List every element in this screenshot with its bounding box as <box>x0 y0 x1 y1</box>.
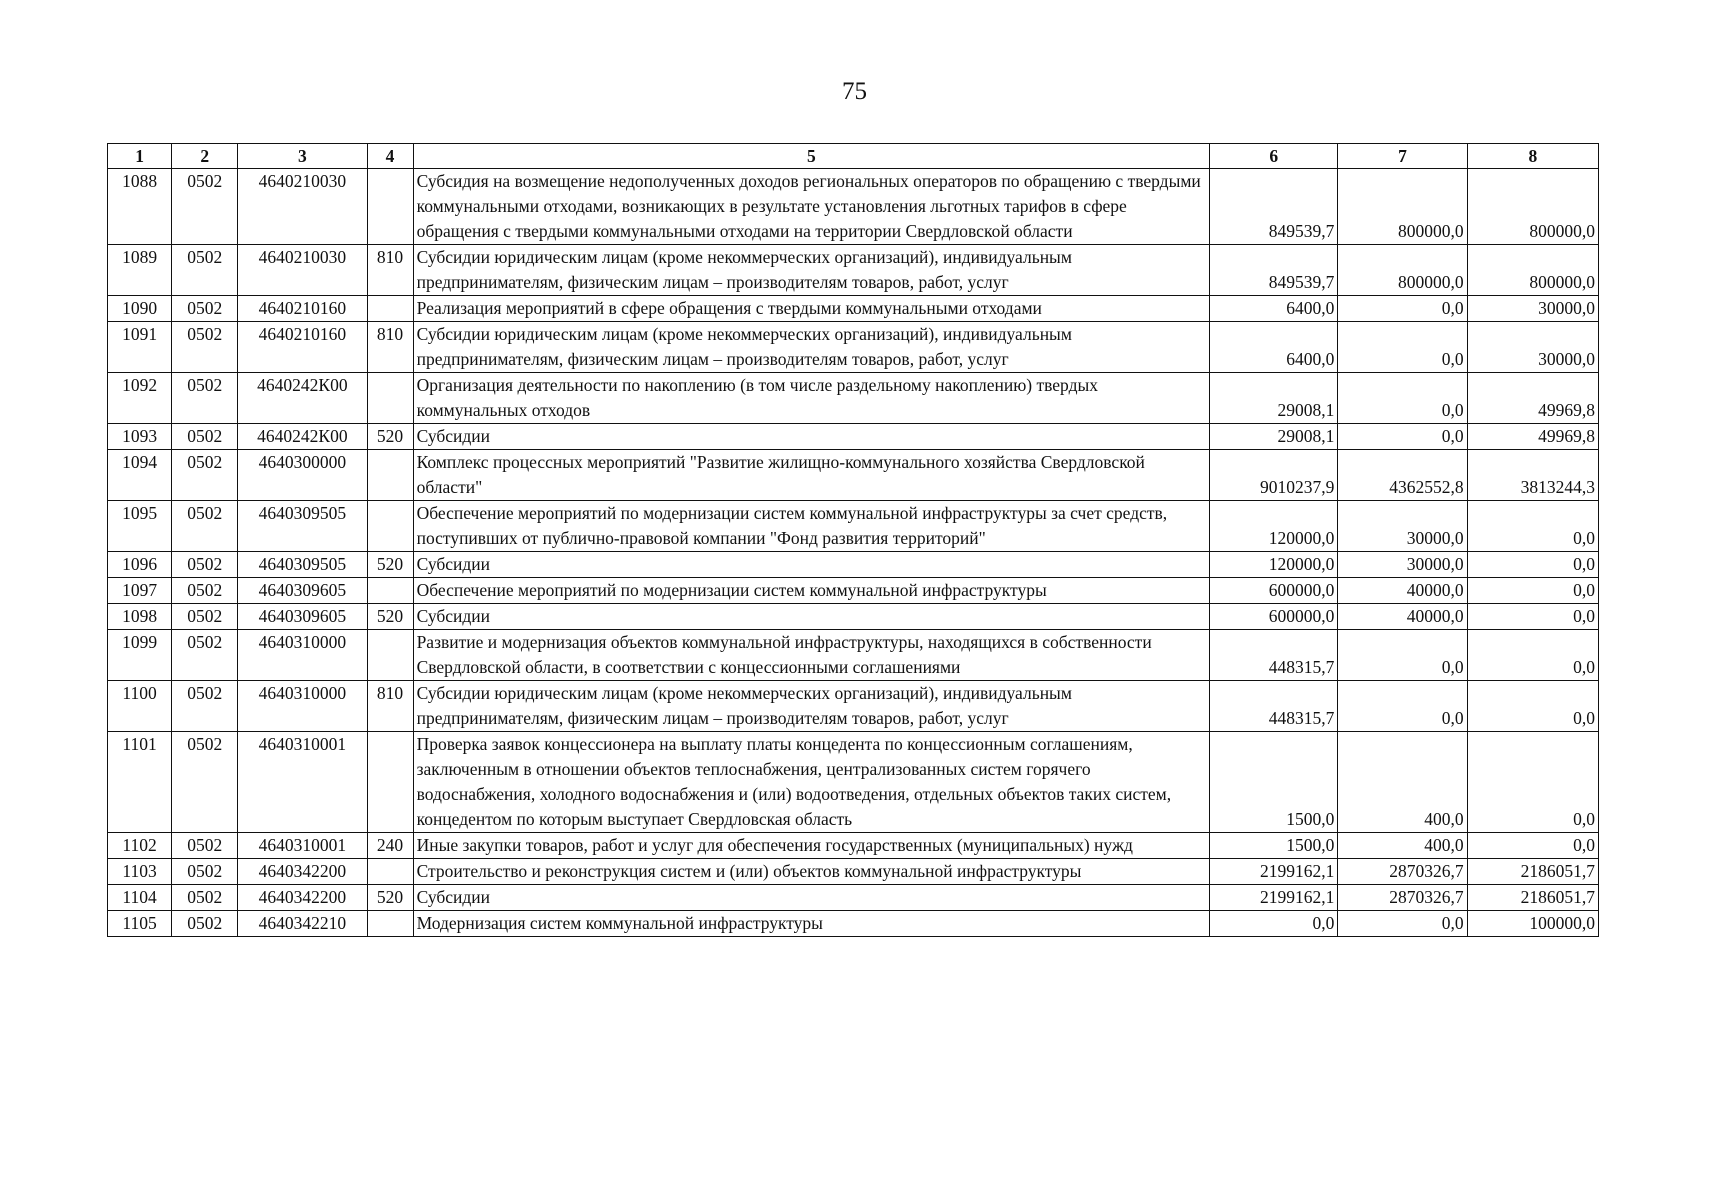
amount-col6-cell: 849539,7 <box>1210 245 1338 296</box>
row-number-cell: 1100 <box>108 681 172 732</box>
target-article-code-cell: 4640242К00 <box>238 424 367 450</box>
target-article-code-cell: 4640309505 <box>238 552 367 578</box>
amount-col8-cell: 0,0 <box>1467 833 1598 859</box>
expense-type-code-cell <box>367 373 413 424</box>
row-number-cell: 1093 <box>108 424 172 450</box>
expense-type-code-cell: 520 <box>367 885 413 911</box>
amount-col7-cell: 40000,0 <box>1338 578 1467 604</box>
expense-type-code-cell <box>367 501 413 552</box>
amount-col7-cell: 0,0 <box>1338 322 1467 373</box>
item-name-cell: Организация деятельности по накоплению (в том числе раздельному накоплению) твердых коммунальных отходов <box>413 373 1210 424</box>
expense-type-code-cell <box>367 169 413 245</box>
amount-col6-cell: 9010237,9 <box>1210 450 1338 501</box>
target-article-code-cell: 4640309505 <box>238 501 367 552</box>
item-name-cell: Субсидия на возмещение недополученных доходов региональных операторов по обращению с твердыми коммунальными отходами, возникающих в результате установления льготных тарифов в сфере обращения с твердыми коммунальными отходами на территории Свердловской области <box>413 169 1210 245</box>
amount-col8-cell: 0,0 <box>1467 501 1598 552</box>
target-article-code-cell: 4640242К00 <box>238 373 367 424</box>
table-row <box>108 501 1599 552</box>
row-number-cell: 1104 <box>108 885 172 911</box>
target-article-code-cell: 4640309605 <box>238 578 367 604</box>
section-code-cell: 0502 <box>172 833 238 859</box>
expense-type-code-cell <box>367 296 413 322</box>
amount-col8-cell: 0,0 <box>1467 578 1598 604</box>
column-header: 2 <box>172 144 238 169</box>
column-header: 3 <box>238 144 367 169</box>
amount-col8-cell: 49969,8 <box>1467 373 1598 424</box>
table-row <box>108 604 1599 630</box>
table-row <box>108 732 1599 833</box>
item-name-cell: Строительство и реконструкция систем и (или) объектов коммунальной инфраструктуры <box>413 859 1210 885</box>
table-row <box>108 424 1599 450</box>
amount-col6-cell: 120000,0 <box>1210 552 1338 578</box>
section-code-cell: 0502 <box>172 501 238 552</box>
row-number-cell: 1095 <box>108 501 172 552</box>
table-row <box>108 552 1599 578</box>
amount-col7-cell: 30000,0 <box>1338 501 1467 552</box>
item-name-cell: Субсидии <box>413 552 1210 578</box>
target-article-code-cell: 4640310000 <box>238 630 367 681</box>
amount-col6-cell: 29008,1 <box>1210 373 1338 424</box>
column-header: 7 <box>1338 144 1467 169</box>
amount-col8-cell: 0,0 <box>1467 732 1598 833</box>
row-number-cell: 1097 <box>108 578 172 604</box>
section-code-cell: 0502 <box>172 424 238 450</box>
section-code-cell: 0502 <box>172 450 238 501</box>
amount-col6-cell: 2199162,1 <box>1210 885 1338 911</box>
table-row <box>108 373 1599 424</box>
amount-col6-cell: 120000,0 <box>1210 501 1338 552</box>
row-number-cell: 1094 <box>108 450 172 501</box>
table-header-row <box>108 144 1599 169</box>
budget-table <box>107 143 1599 937</box>
amount-col7-cell: 400,0 <box>1338 833 1467 859</box>
section-code-cell: 0502 <box>172 859 238 885</box>
column-header: 1 <box>108 144 172 169</box>
target-article-code-cell: 4640342200 <box>238 859 367 885</box>
amount-col6-cell: 600000,0 <box>1210 604 1338 630</box>
amount-col8-cell: 800000,0 <box>1467 245 1598 296</box>
row-number-cell: 1102 <box>108 833 172 859</box>
amount-col8-cell: 100000,0 <box>1467 911 1598 937</box>
amount-col7-cell: 400,0 <box>1338 732 1467 833</box>
table-body <box>108 169 1599 937</box>
expense-type-code-cell: 520 <box>367 552 413 578</box>
amount-col6-cell: 29008,1 <box>1210 424 1338 450</box>
amount-col8-cell: 2186051,7 <box>1467 885 1598 911</box>
target-article-code-cell: 4640210160 <box>238 322 367 373</box>
amount-col7-cell: 40000,0 <box>1338 604 1467 630</box>
amount-col8-cell: 0,0 <box>1467 604 1598 630</box>
row-number-cell: 1091 <box>108 322 172 373</box>
item-name-cell: Субсидии <box>413 424 1210 450</box>
row-number-cell: 1103 <box>108 859 172 885</box>
target-article-code-cell: 4640210030 <box>238 245 367 296</box>
amount-col8-cell: 30000,0 <box>1467 296 1598 322</box>
row-number-cell: 1090 <box>108 296 172 322</box>
row-number-cell: 1092 <box>108 373 172 424</box>
table-row <box>108 296 1599 322</box>
amount-col7-cell: 2870326,7 <box>1338 859 1467 885</box>
amount-col6-cell: 1500,0 <box>1210 732 1338 833</box>
section-code-cell: 0502 <box>172 732 238 833</box>
table-row <box>108 450 1599 501</box>
amount-col7-cell: 0,0 <box>1338 424 1467 450</box>
section-code-cell: 0502 <box>172 911 238 937</box>
column-header: 4 <box>367 144 413 169</box>
expense-type-code-cell: 810 <box>367 681 413 732</box>
amount-col6-cell: 849539,7 <box>1210 169 1338 245</box>
expense-type-code-cell <box>367 732 413 833</box>
expense-type-code-cell: 520 <box>367 424 413 450</box>
section-code-cell: 0502 <box>172 578 238 604</box>
amount-col7-cell: 4362552,8 <box>1338 450 1467 501</box>
section-code-cell: 0502 <box>172 604 238 630</box>
target-article-code-cell: 4640309605 <box>238 604 367 630</box>
expense-type-code-cell <box>367 859 413 885</box>
amount-col6-cell: 0,0 <box>1210 911 1338 937</box>
section-code-cell: 0502 <box>172 681 238 732</box>
table-row <box>108 169 1599 245</box>
target-article-code-cell: 4640210160 <box>238 296 367 322</box>
expense-type-code-cell <box>367 450 413 501</box>
section-code-cell: 0502 <box>172 885 238 911</box>
amount-col8-cell: 30000,0 <box>1467 322 1598 373</box>
amount-col6-cell: 1500,0 <box>1210 833 1338 859</box>
expense-type-code-cell: 520 <box>367 604 413 630</box>
target-article-code-cell: 4640300000 <box>238 450 367 501</box>
item-name-cell: Комплекс процессных мероприятий "Развитие жилищно-коммунального хозяйства Свердловской области" <box>413 450 1210 501</box>
section-code-cell: 0502 <box>172 169 238 245</box>
amount-col7-cell: 0,0 <box>1338 373 1467 424</box>
amount-col7-cell: 0,0 <box>1338 681 1467 732</box>
table-row <box>108 833 1599 859</box>
table-row <box>108 859 1599 885</box>
item-name-cell: Субсидии юридическим лицам (кроме некоммерческих организаций), индивидуальным предпринимателям, физическим лицам – производителям товаров, работ, услуг <box>413 322 1210 373</box>
amount-col7-cell: 0,0 <box>1338 296 1467 322</box>
amount-col6-cell: 600000,0 <box>1210 578 1338 604</box>
row-number-cell: 1089 <box>108 245 172 296</box>
amount-col6-cell: 2199162,1 <box>1210 859 1338 885</box>
column-header: 5 <box>413 144 1210 169</box>
amount-col7-cell: 0,0 <box>1338 630 1467 681</box>
amount-col6-cell: 448315,7 <box>1210 681 1338 732</box>
amount-col8-cell: 2186051,7 <box>1467 859 1598 885</box>
row-number-cell: 1101 <box>108 732 172 833</box>
item-name-cell: Обеспечение мероприятий по модернизации систем коммунальной инфраструктуры за счет средств, поступивших от публично-правовой компании "Фонд развития территорий" <box>413 501 1210 552</box>
table-row <box>108 578 1599 604</box>
section-code-cell: 0502 <box>172 296 238 322</box>
row-number-cell: 1105 <box>108 911 172 937</box>
row-number-cell: 1088 <box>108 169 172 245</box>
section-code-cell: 0502 <box>172 322 238 373</box>
table-row <box>108 681 1599 732</box>
section-code-cell: 0502 <box>172 245 238 296</box>
item-name-cell: Проверка заявок концессионера на выплату платы концедента по концессионным соглашениям, заключенным в отношении объектов теплоснабжения, централизованных систем горячего водоснабжения, холодного водоснабжения и (или) водоотведения, отдельных объектов таких систем, концедентом по которым выступает Свердловская область <box>413 732 1210 833</box>
target-article-code-cell: 4640310000 <box>238 681 367 732</box>
expense-type-code-cell: 810 <box>367 245 413 296</box>
amount-col6-cell: 6400,0 <box>1210 322 1338 373</box>
target-article-code-cell: 4640210030 <box>238 169 367 245</box>
table-row <box>108 911 1599 937</box>
target-article-code-cell: 4640310001 <box>238 732 367 833</box>
table-row <box>108 885 1599 911</box>
target-article-code-cell: 4640342210 <box>238 911 367 937</box>
expense-type-code-cell: 240 <box>367 833 413 859</box>
row-number-cell: 1098 <box>108 604 172 630</box>
column-header: 8 <box>1467 144 1598 169</box>
table-row <box>108 245 1599 296</box>
amount-col8-cell: 0,0 <box>1467 630 1598 681</box>
item-name-cell: Реализация мероприятий в сфере обращения с твердыми коммунальными отходами <box>413 296 1210 322</box>
target-article-code-cell: 4640342200 <box>238 885 367 911</box>
expense-type-code-cell <box>367 578 413 604</box>
expense-type-code-cell <box>367 911 413 937</box>
table-row <box>108 322 1599 373</box>
expense-type-code-cell: 810 <box>367 322 413 373</box>
amount-col7-cell: 800000,0 <box>1338 245 1467 296</box>
amount-col8-cell: 0,0 <box>1467 552 1598 578</box>
amount-col8-cell: 0,0 <box>1467 681 1598 732</box>
item-name-cell: Иные закупки товаров, работ и услуг для обеспечения государственных (муниципальных) нужд <box>413 833 1210 859</box>
amount-col6-cell: 448315,7 <box>1210 630 1338 681</box>
item-name-cell: Субсидии юридическим лицам (кроме некоммерческих организаций), индивидуальным предпринимателям, физическим лицам – производителям товаров, работ, услуг <box>413 681 1210 732</box>
section-code-cell: 0502 <box>172 552 238 578</box>
expense-type-code-cell <box>367 630 413 681</box>
item-name-cell: Обеспечение мероприятий по модернизации систем коммунальной инфраструктуры <box>413 578 1210 604</box>
amount-col8-cell: 800000,0 <box>1467 169 1598 245</box>
amount-col8-cell: 3813244,3 <box>1467 450 1598 501</box>
amount-col7-cell: 30000,0 <box>1338 552 1467 578</box>
amount-col6-cell: 6400,0 <box>1210 296 1338 322</box>
section-code-cell: 0502 <box>172 373 238 424</box>
item-name-cell: Субсидии юридическим лицам (кроме некоммерческих организаций), индивидуальным предпринимателям, физическим лицам – производителям товаров, работ, услуг <box>413 245 1210 296</box>
target-article-code-cell: 4640310001 <box>238 833 367 859</box>
row-number-cell: 1099 <box>108 630 172 681</box>
column-header: 6 <box>1210 144 1338 169</box>
item-name-cell: Модернизация систем коммунальной инфраструктуры <box>413 911 1210 937</box>
amount-col7-cell: 800000,0 <box>1338 169 1467 245</box>
item-name-cell: Субсидии <box>413 604 1210 630</box>
row-number-cell: 1096 <box>108 552 172 578</box>
amount-col7-cell: 0,0 <box>1338 911 1467 937</box>
item-name-cell: Развитие и модернизация объектов коммунальной инфраструктуры, находящихся в собственности Свердловской области, в соответствии с концессионными соглашениями <box>413 630 1210 681</box>
amount-col8-cell: 49969,8 <box>1467 424 1598 450</box>
page-number: 75 <box>842 78 867 105</box>
section-code-cell: 0502 <box>172 630 238 681</box>
item-name-cell: Субсидии <box>413 885 1210 911</box>
table-row <box>108 630 1599 681</box>
amount-col7-cell: 2870326,7 <box>1338 885 1467 911</box>
